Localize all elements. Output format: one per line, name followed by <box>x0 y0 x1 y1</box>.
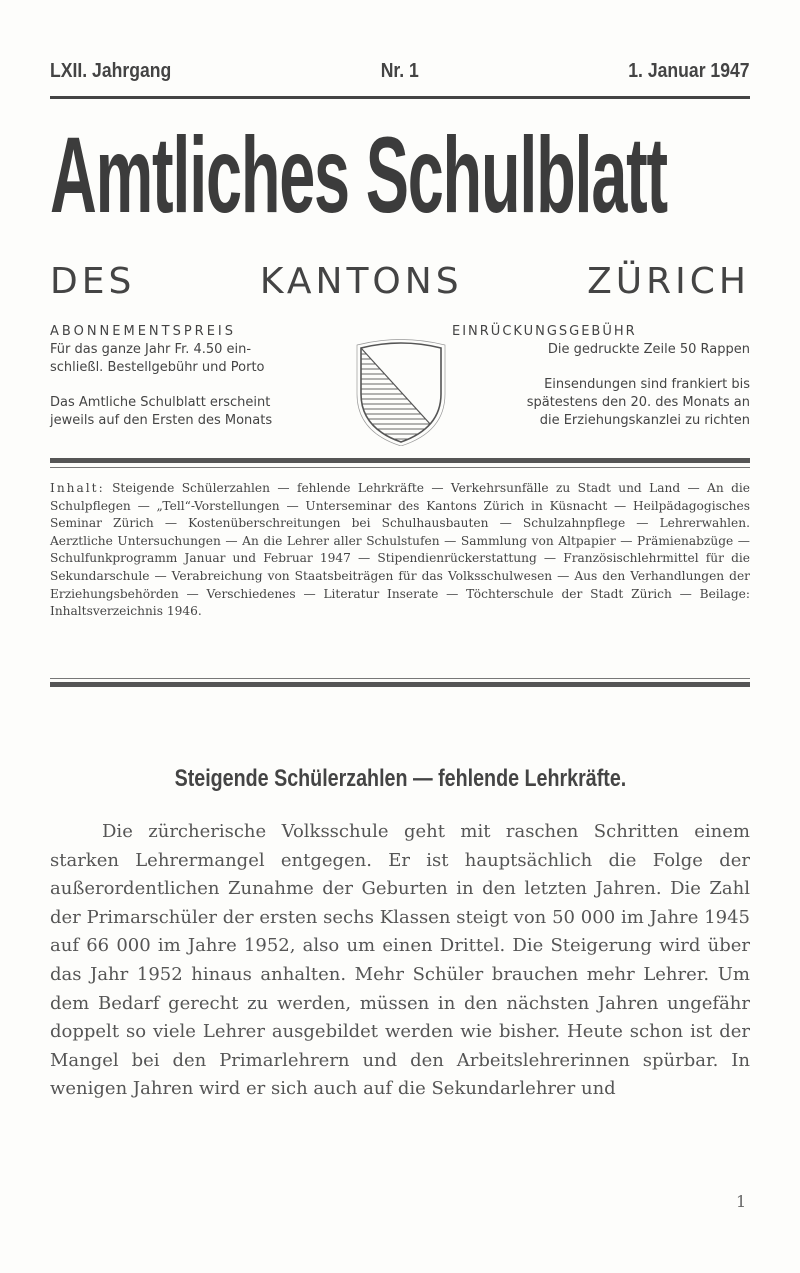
publication-subtitle: DES KANTONS ZÜRICH <box>50 261 750 302</box>
subscription-line: schließl. Bestellgebühr und Porto <box>50 360 265 375</box>
issue-date: 1. Januar 1947 <box>628 59 750 82</box>
contents-label: Inhalt: <box>50 481 105 495</box>
publication-line: Das Amtliche Schulblatt erscheint <box>50 395 271 410</box>
volume-label: LXII. Jahrgang <box>50 59 172 82</box>
page-number: 1 <box>736 1192 747 1211</box>
article-body <box>50 818 750 1104</box>
thick-rule <box>50 682 750 687</box>
table-of-contents <box>50 480 750 621</box>
thin-rule <box>50 467 750 468</box>
subscription-line: Für das ganze Jahr Fr. 4.50 ein- <box>50 342 252 357</box>
article-paragraph: Die zürcherische Volksschule geht mit raschen Schritten einem starken Lehrermangel entgegen. Er ist hauptsächlich die Folge der außerordentlichen Zunahme der Geburten in den letzten Jahren. Die Zahl der Primarschüler der ersten sechs Klassen steigt von 50 000 im Jahre 1945 auf 66 000 im Jahre 1952, also um einen Drittel. Die Steigerung wird über das Jahr 1952 hinaus anhalten. Mehr Schüler brauchen mehr Lehrer. Um dem Bedarf gerecht zu werden, müssen in den nächsten Jahren ungefähr doppelt so viele Lehrer ausgebildet werden wie bisher. Heute schon ist der Mangel bei den Primarlehrern und den Arbeitslehrerinnen spürbar. In wenigen Jahren wird er sich auch auf die Sekundarlehrer und <box>50 821 750 1100</box>
thin-rule <box>50 678 750 679</box>
submission-line: Einsendungen sind frankiert bis <box>544 377 750 392</box>
issue-number: Nr. 1 <box>380 59 419 82</box>
advertising-heading: EINRÜCKUNGSGEBÜHR <box>452 324 637 339</box>
advertising-info <box>452 323 750 430</box>
submission-line: die Erziehungskanzlei zu richten <box>539 413 750 428</box>
article-title: Steigende Schülerzahlen — fehlende Lehrkräfte. <box>174 765 626 792</box>
contents-text: Steigende Schülerzahlen — fehlende Lehrkräfte — Verkehrsunfälle zu Stadt und Land — An die Schulpflegen — „Tell“-Vorstellungen — Unterseminar des Kantons Zürich in Küsnacht — Heilpädagogisches Seminar Zürich — Kostenüberschreitungen bei Schulhausbauten — Schulzahnpflege — Lehrerwahlen. Aerztliche Untersuchungen — An die Lehrer aller Schulstufen — Sammlung von Altpapier — Prämienabzüge — Schulfunkprogramm Januar und Februar 1947 — Stipendienrückerstattung — Französischlehrmittel für die Sekundarschule — Verabreichung von Staatsbeiträgen für das Volksschulwesen — Aus den Verhandlungen der Erziehungsbehörden — Verschiedenes — Literatur Inserate — Töchterschule der Stadt Zürich — Beilage: Inhaltsverzeichnis 1946. <box>50 481 750 619</box>
submission-line: spätestens den 20. des Monats an <box>526 395 750 410</box>
publication-line: jeweils auf den Ersten des Monats <box>50 413 273 428</box>
publication-title: Amtliches Schulblatt <box>50 114 667 235</box>
top-rule <box>50 96 750 99</box>
advertising-line: Die gedruckte Zeile 50 Rappen <box>547 342 750 357</box>
subscription-info <box>50 323 340 430</box>
zurich-coat-of-arms-icon <box>355 336 447 446</box>
masthead-meta <box>50 56 750 86</box>
subscription-heading: ABONNEMENTSPREIS <box>50 324 236 339</box>
thick-rule <box>50 458 750 463</box>
